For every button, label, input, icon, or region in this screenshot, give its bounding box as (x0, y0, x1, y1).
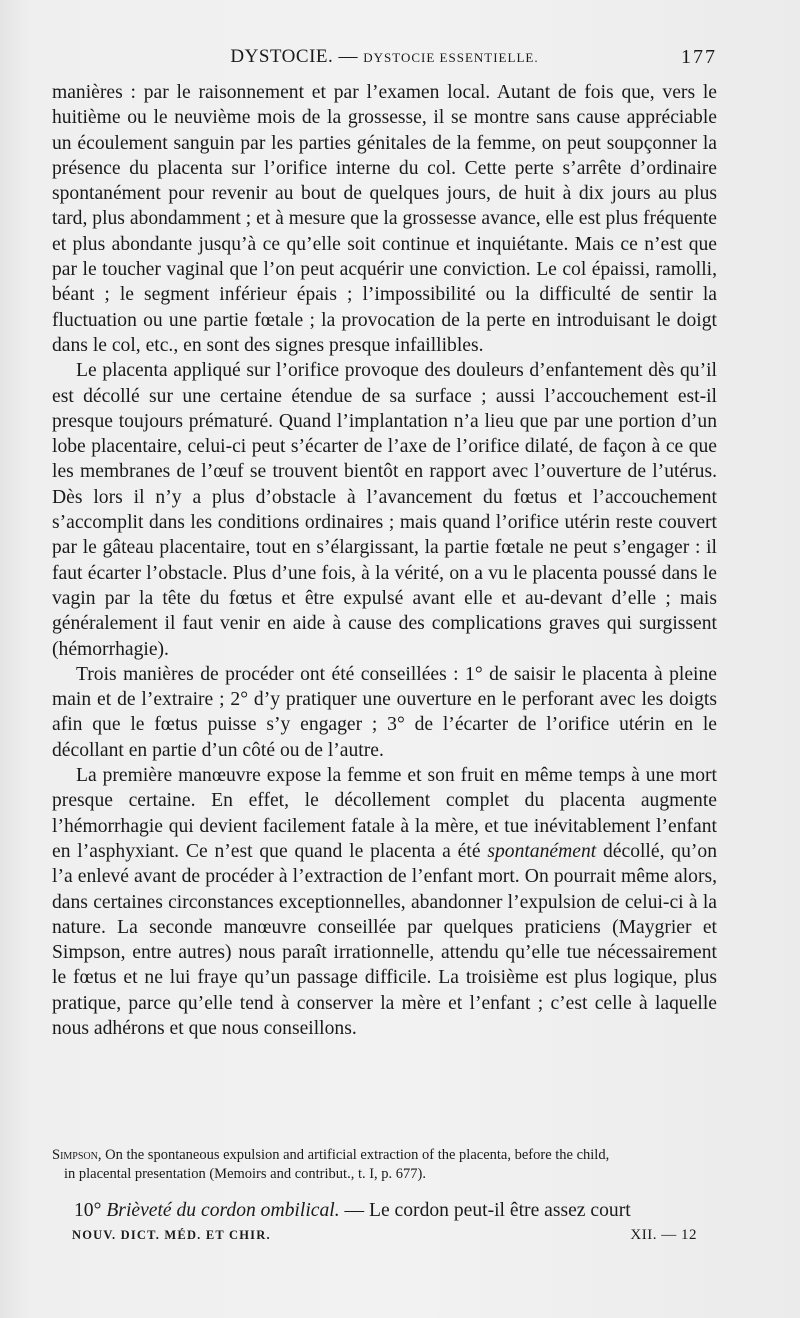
paragraph-4 (52, 763, 717, 1041)
running-title (52, 46, 717, 68)
running-header (52, 46, 717, 72)
section-number: 10° (74, 1200, 102, 1221)
footnote (52, 1146, 717, 1184)
body-text (52, 80, 717, 1041)
paragraph-4-italic: spontanément (487, 840, 597, 862)
section-title: Brièveté du cordon ombilical. (106, 1200, 340, 1221)
paragraph-3: Trois manières de procéder ont été conseillées : 1° de saisir le placenta à pleine main et de l’extraire ; 2° d’y pratiquer une ouverture en le perforant avec les doigts afin que le fœtus puisse s’y engager ; 3° de l’écarter de l’orifice utérin en le décollant en partie d’un côté ou de l’autre. (52, 663, 717, 761)
section-heading (52, 1198, 717, 1223)
page-number: 177 (681, 46, 717, 68)
section-text: — Le cordon peut-il être assez court (339, 1200, 631, 1221)
paragraph-4-part-2: décollé, qu’on l’a enlevé avant de procéder à l’extraction de l’enfant mort. On pourrait même alors, dans certaines circonstances exceptionnelles, abandonner l’expulsion de celui-ci à la nature. La seconde manœuvre conseillée par quelques praticiens (Maygrier et Simpson, entre autres) nous paraît irrationnelle, attendu qu’elle tue nécessairement le fœtus et ne lui fraye qu’un passage difficile. La troisième est plus logique, plus pratique, parce qu’elle tend à conserver la mère et l’enfant ; c’est celle à laquelle nous adhérons et que nous conseillons. (52, 840, 717, 1039)
page-footer (72, 1228, 697, 1248)
paragraph-4-part-1: La première manœuvre expose la femme et son fruit en même temps à une mort presque certaine. En effet, le décollement complet du placenta augmente l’hémorrhagie qui devient facilement fatale à la mère, et tue inévitablement l’enfant en l’asphyxiant. Ce n’est que quand le placenta a été (52, 765, 717, 862)
running-title-main: DYSTOCIE. (230, 46, 334, 67)
footnote-line-1 (52, 1146, 717, 1165)
running-title-sub: DYSTOCIE ESSENTIELLE. (363, 50, 539, 65)
footer-signature: NOUV. DICT. MÉD. ET CHIR. (72, 1228, 271, 1242)
footnote-text-1: , On the spontaneous expulsion and artificial extraction of the placenta, before the child, (97, 1147, 610, 1163)
running-title-dash: — (333, 46, 364, 67)
footnote-line-2: in placental presentation (Memoirs and contribut., t. I, p. 677). (64, 1166, 427, 1182)
paragraph-1: manières : par le raisonnement et par l’examen local. Autant de fois que, vers le huitième ou le neuvième mois de la grossesse, il se montre sans cause appréciable un écoulement sanguin par les parties génitales de la femme, on peut soupçonner la présence du placenta sur l’orifice interne du col. Cette perte s’arrête d’ordinaire spontanément pour revenir au bout de quelques jours, de huit à dix jours au plus tard, plus abondamment ; et à mesure que la grossesse avance, elle est plus fréquente et plus abondante jusqu’à ce qu’elle soit continue et inquiétante. Mais ce n’est que par le toucher vaginal que l’on peut acquérir une conviction. Le col épaissi, ramolli, béant ; le segment inférieur épais ; l’impossibilité ou la difficulté de sentir la fluctuation ou une partie fœtale ; la provocation de la perte en introduisant le doigt dans le col, etc., en sont des signes presque infaillibles. (52, 82, 717, 356)
footnote-author: Simpson (52, 1147, 98, 1163)
footer-volume: XII. — 12 (630, 1227, 697, 1243)
paragraph-2: Le placenta appliqué sur l’orifice provoque des douleurs d’enfantement dès qu’il est décollé sur une certaine étendue de sa surface ; aussi l’accouchement est-il presque toujours prématuré. Quand l’implantation n’a lieu que par une portion d’un lobe placentaire, celui-ci peut s’écarter de l’axe de l’orifice dilaté, de façon à ce que les membranes de l’œuf se trouvent bientôt en rapport avec l’ouverture de l’utérus. Dès lors il n’y a plus d’obstacle à l’avancement du fœtus et l’accouchement s’accomplit dans les conditions ordinaires ; mais quand l’orifice utérin reste couvert par le gâteau placentaire, tout en s’élargissant, la partie fœtale ne peut s’engager : il faut écarter l’obstacle. Plus d’une fois, à la vérité, on a vu le placenta poussé dans le vagin par la tête du fœtus et être expulsé avant elle et au-devant d’elle ; mais généralement il faut venir en aide à cause des complications graves qui surgissent (hémorrhagie). (52, 360, 717, 660)
